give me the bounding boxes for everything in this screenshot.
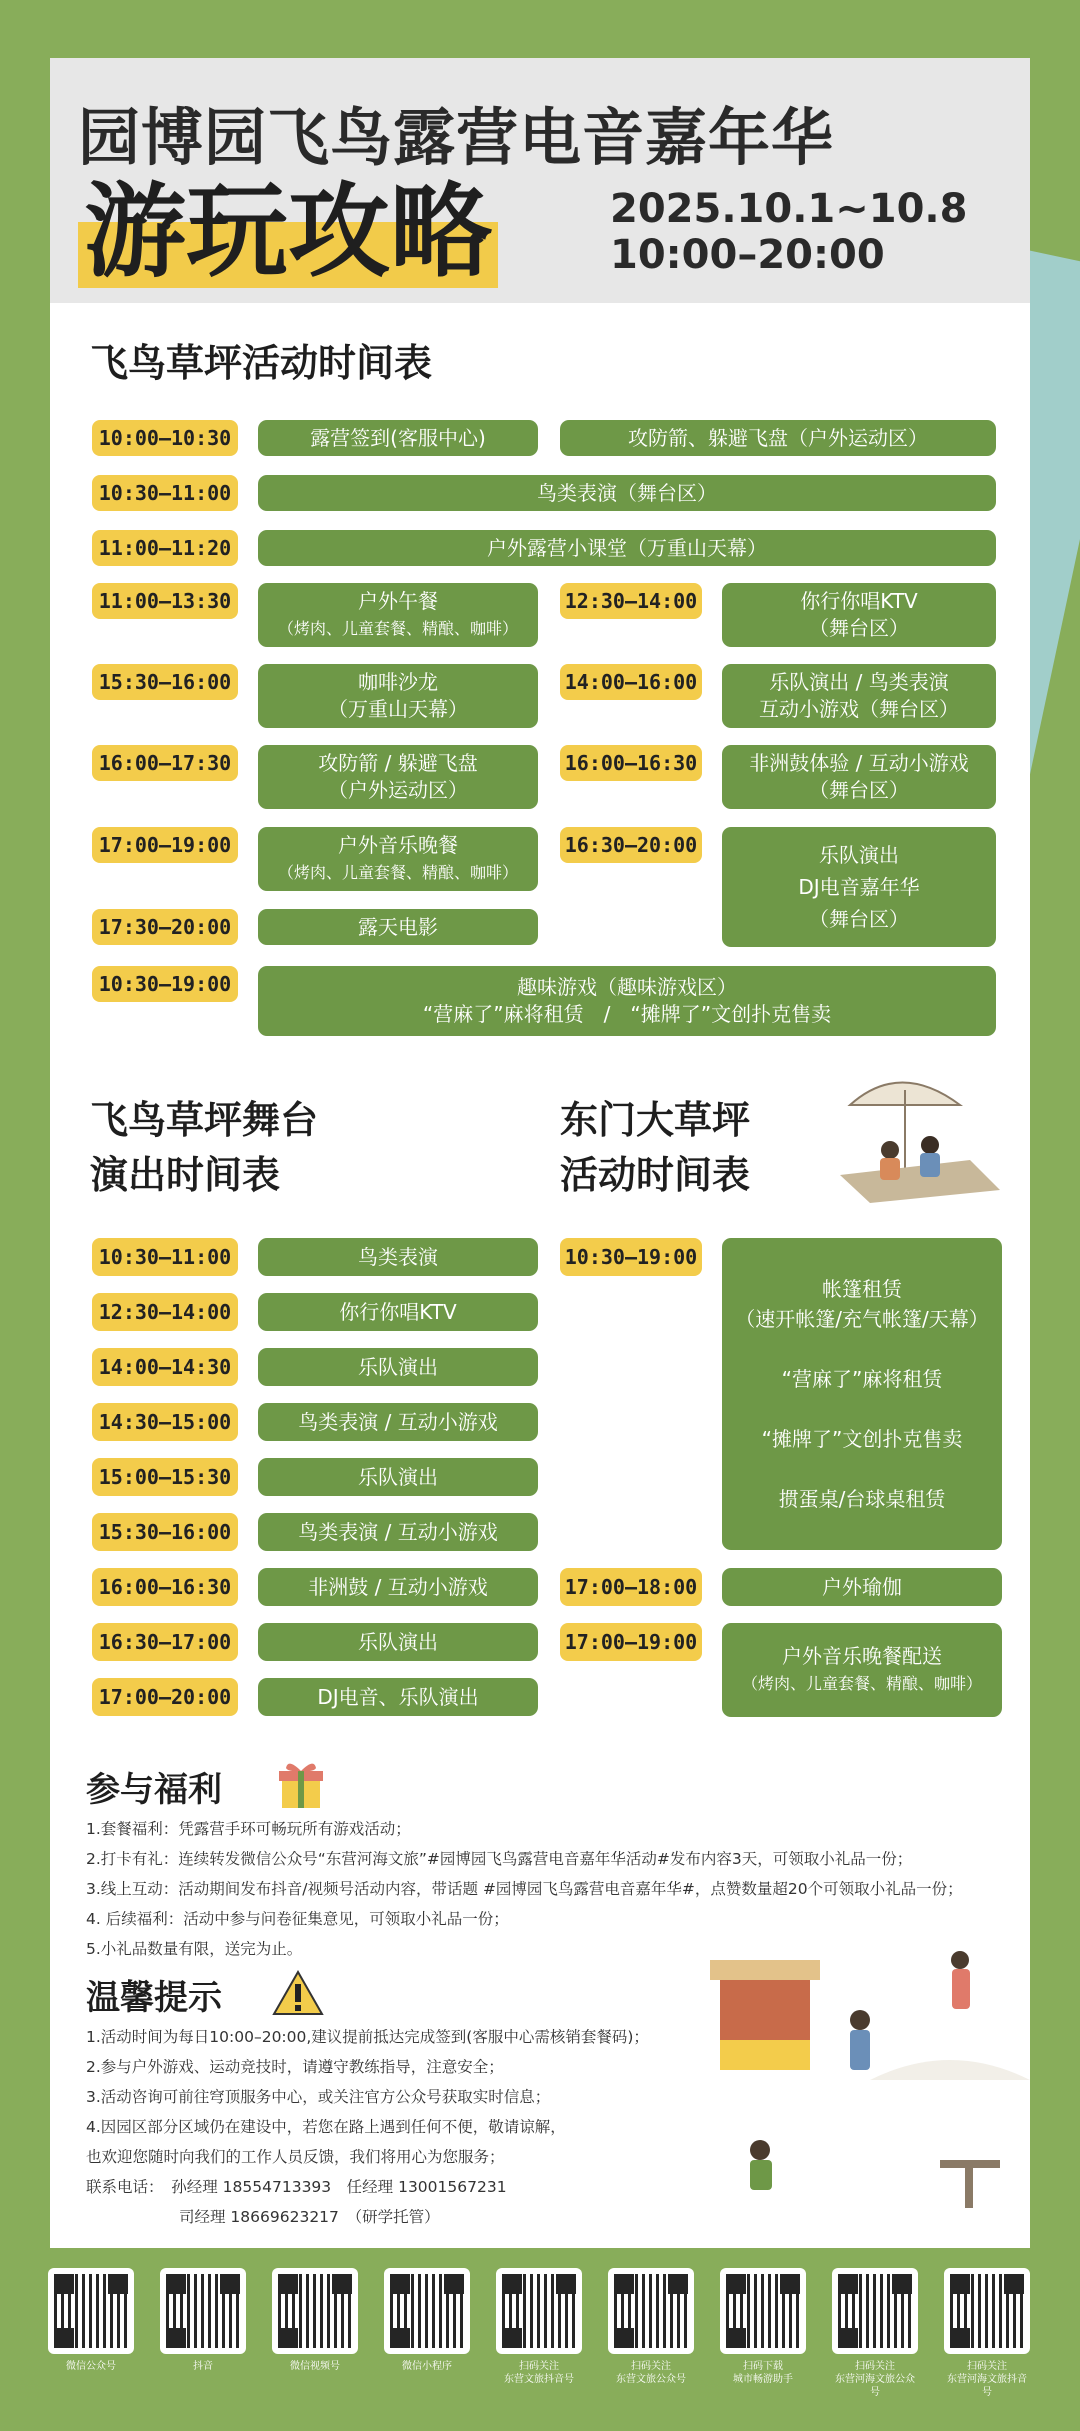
qr-label: 扫码下载 城市畅游助手 [733,2361,793,2385]
qr-code-row [48,2268,1038,2408]
schedule2-time: 12:30–14:00 [92,1293,238,1331]
schedule1-time: 11:00–13:30 [92,583,238,619]
activity-detail: 互动小游戏（舞台区） [759,697,959,721]
schedule1-time: 15:30–16:00 [92,664,238,700]
schedule3-time: 17:00–18:00 [560,1568,702,1606]
schedule1-activity [258,745,538,809]
page-title: 园博园飞鸟露营电音嘉年华 [78,101,835,174]
activity-name: 趣味游戏（趣味游戏区） [517,975,737,999]
schedule3-title-line2: 活动时间表 [560,1153,751,1197]
schedule1-activity [722,827,996,947]
schedule3-activity: 户外瑜伽 [722,1568,1002,1606]
contact-phones: 司经理 18669623217 （研学托管） [86,2208,440,2226]
event-dates: 2025.10.1~10.8 [610,186,968,232]
welfare-line: 4. 后续福利：活动中参与问卷征集意见，可领取小礼品一份； [86,1910,509,1928]
activity-detail: （舞台区） [809,778,909,802]
tips-line: 4.因园区部分区域仍在建设中，若您在路上遇到任何不便，敬请谅解， [86,2118,566,2136]
tips-line: 3.活动咨询可前往穹顶服务中心，或关注官方公众号获取实时信息； [86,2088,551,2106]
schedule2-time: 14:30–15:00 [92,1403,238,1441]
schedule2-performance: 鸟类表演 [258,1238,538,1276]
schedule2-time: 15:30–16:00 [92,1513,238,1551]
qr-label: 扫码关注 东营文旅公众号 [616,2361,686,2385]
schedule2-performance: 鸟类表演 / 互动小游戏 [258,1513,538,1551]
schedule1-activity [258,827,538,891]
activity-name: 非洲鼓体验 / 互动小游戏 [749,751,969,775]
activity-name: 攻防箭 / 躲避飞盘 [318,751,478,775]
schedule2-time: 16:00–16:30 [92,1568,238,1606]
schedule1-time: 16:00–16:30 [560,745,702,781]
schedule1-activity: 鸟类表演（舞台区） [258,475,996,511]
schedule1-activity: 攻防箭、躲避飞盘（户外运动区） [560,420,996,456]
tips-title: 温馨提示 [86,1978,222,2018]
schedule1-time: 17:00–19:00 [92,827,238,863]
qr-label: 扫码关注 东营文旅抖音号 [504,2361,574,2385]
qr-label: 微信小程序 [402,2361,452,2372]
schedule1-time: 10:00–10:30 [92,420,238,456]
schedule2-title: 飞鸟草坪舞台 [90,1098,319,1142]
schedule2-performance: 乐队演出 [258,1348,538,1386]
schedule1-activity: 户外露营小课堂（万重山天幕） [258,530,996,566]
qr-code[interactable] [272,2268,358,2373]
activity-name: 乐队演出 [819,843,899,867]
schedule1-time: 16:30–20:00 [560,827,702,863]
schedule2-performance: DJ电音、乐队演出 [258,1678,538,1716]
qr-label: 微信公众号 [66,2361,116,2372]
activity-detail: （舞台区） [809,907,909,931]
activity-name: “摊牌了”文创扑克售卖 [761,1427,963,1451]
schedule3-activity [722,1238,1002,1550]
activity-name: 乐队演出 / 鸟类表演 [769,670,949,694]
activity-name: 咖啡沙龙 [358,670,438,694]
schedule1-activity [258,583,538,647]
schedule1-activity [722,583,996,647]
schedule2-performance: 非洲鼓 / 互动小游戏 [258,1568,538,1606]
tips-line: 1.活动时间为每日10:00–20:00,建议提前抵达完成签到(客服中心需核销套餐码)； [86,2028,649,2046]
schedule1-activity [722,664,996,728]
camp-illustration [700,1930,1030,2230]
activity-detail: （万重山天幕） [328,697,468,721]
activity-detail: （户外运动区） [328,778,468,802]
activity-name: 户外音乐晚餐配送 [782,1644,942,1668]
schedule1-time: 16:00–17:30 [92,745,238,781]
activity-name: 户外音乐晚餐 [338,833,458,857]
activity-name: 帐篷租赁 [822,1277,902,1301]
picnic-illustration [830,1065,1005,1205]
activity-name: 掼蛋桌/台球桌租赁 [778,1487,946,1511]
schedule2-title-line2: 演出时间表 [90,1153,281,1197]
qr-label: 微信视频号 [290,2361,340,2372]
qr-code[interactable] [608,2268,694,2386]
schedule2-time: 15:00–15:30 [92,1458,238,1496]
schedule2-time: 10:30–11:00 [92,1238,238,1276]
schedule1-time: 10:30–11:00 [92,475,238,511]
schedule2-performance: 乐队演出 [258,1458,538,1496]
schedule1-activity [722,745,996,809]
qr-label: 扫码关注 东营河海文旅公众号 [835,2361,915,2398]
warning-icon [272,1970,324,2016]
gift-icon [276,1758,326,1810]
schedule3-time: 10:30–19:00 [560,1238,702,1276]
welfare-line: 5.小礼品数量有限，送完为止。 [86,1940,303,1958]
schedule1-time: 12:30–14:00 [560,583,702,619]
schedule2-time: 14:00–14:30 [92,1348,238,1386]
qr-code[interactable] [944,2268,1030,2399]
qr-code[interactable] [832,2268,918,2399]
welfare-line: 2.打卡有礼：连续转发微信公众号“东营河海文旅”#园博园飞鸟露营电音嘉年华活动#发布内容3天，可领取小礼品一份； [86,1850,913,1868]
qr-code[interactable] [160,2268,246,2373]
activity-name-line2: DJ电音嘉年华 [798,875,920,899]
activity-name: 户外午餐 [358,589,438,613]
contact-phones: 联系电话： 孙经理 18554713393 任经理 13001567231 [86,2178,507,2196]
tips-line: 2.参与户外游戏、运动竞技时，请遵守教练指导，注意安全； [86,2058,504,2076]
activity-detail: （烤肉、儿童套餐、精酿、咖啡） [277,619,518,638]
page-subtitle: 游玩攻略 [78,178,498,288]
activity-detail: （烤肉、儿童套餐、精酿、咖啡） [277,863,518,882]
qr-code[interactable] [48,2268,134,2373]
schedule2-time: 16:30–17:00 [92,1623,238,1661]
schedule2-performance: 你行你唱KTV [258,1293,538,1331]
activity-detail: （舞台区） [809,616,909,640]
welfare-line: 3.线上互动：活动期间发布抖音/视频号活动内容，带话题 #园博园飞鸟露营电音嘉年华#，点赞数量超20个可领取小礼品一份； [86,1880,963,1898]
activity-name: 你行你唱KTV [800,589,918,613]
schedule2-performance: 乐队演出 [258,1623,538,1661]
event-hours: 10:00–20:00 [610,232,885,278]
schedule1-time: 17:30–20:00 [92,909,238,945]
schedule1-title: 飞鸟草坪活动时间表 [90,341,433,385]
activity-detail: （速开帐篷/充气帐篷/天幕） [735,1307,989,1331]
activity-detail: “营麻了”麻将租赁 / “摊牌了”文创扑克售卖 [422,1002,832,1026]
schedule1-activity: 露营签到(客服中心) [258,420,538,456]
schedule1-time: 14:00–16:00 [560,664,702,700]
schedule3-activity [722,1623,1002,1717]
activity-detail: （烤肉、儿童套餐、精酿、咖啡） [741,1674,982,1693]
tips-line: 也欢迎您随时向我们的工作人员反馈，我们将用心为您服务； [86,2148,505,2166]
schedule3-title: 东门大草坪 [560,1098,751,1142]
schedule2-performance: 鸟类表演 / 互动小游戏 [258,1403,538,1441]
schedule1-time: 10:30–19:00 [92,966,238,1002]
qr-label: 扫码关注 东营河海文旅抖音号 [947,2361,1027,2398]
qr-code[interactable] [384,2268,470,2373]
schedule1-activity [258,966,996,1036]
qr-code[interactable] [496,2268,582,2386]
schedule3-time: 17:00–19:00 [560,1623,702,1661]
schedule1-activity: 露天电影 [258,909,538,945]
schedule2-time: 17:00–20:00 [92,1678,238,1716]
welfare-title: 参与福利 [86,1770,222,1810]
schedule1-time: 11:00–11:20 [92,530,238,566]
qr-code[interactable] [720,2268,806,2386]
activity-name: “营麻了”麻将租赁 [781,1367,943,1391]
welfare-line: 1.套餐福利：凭露营手环可畅玩所有游戏活动； [86,1820,411,1838]
qr-label: 抖音 [193,2361,213,2372]
schedule1-activity [258,664,538,728]
